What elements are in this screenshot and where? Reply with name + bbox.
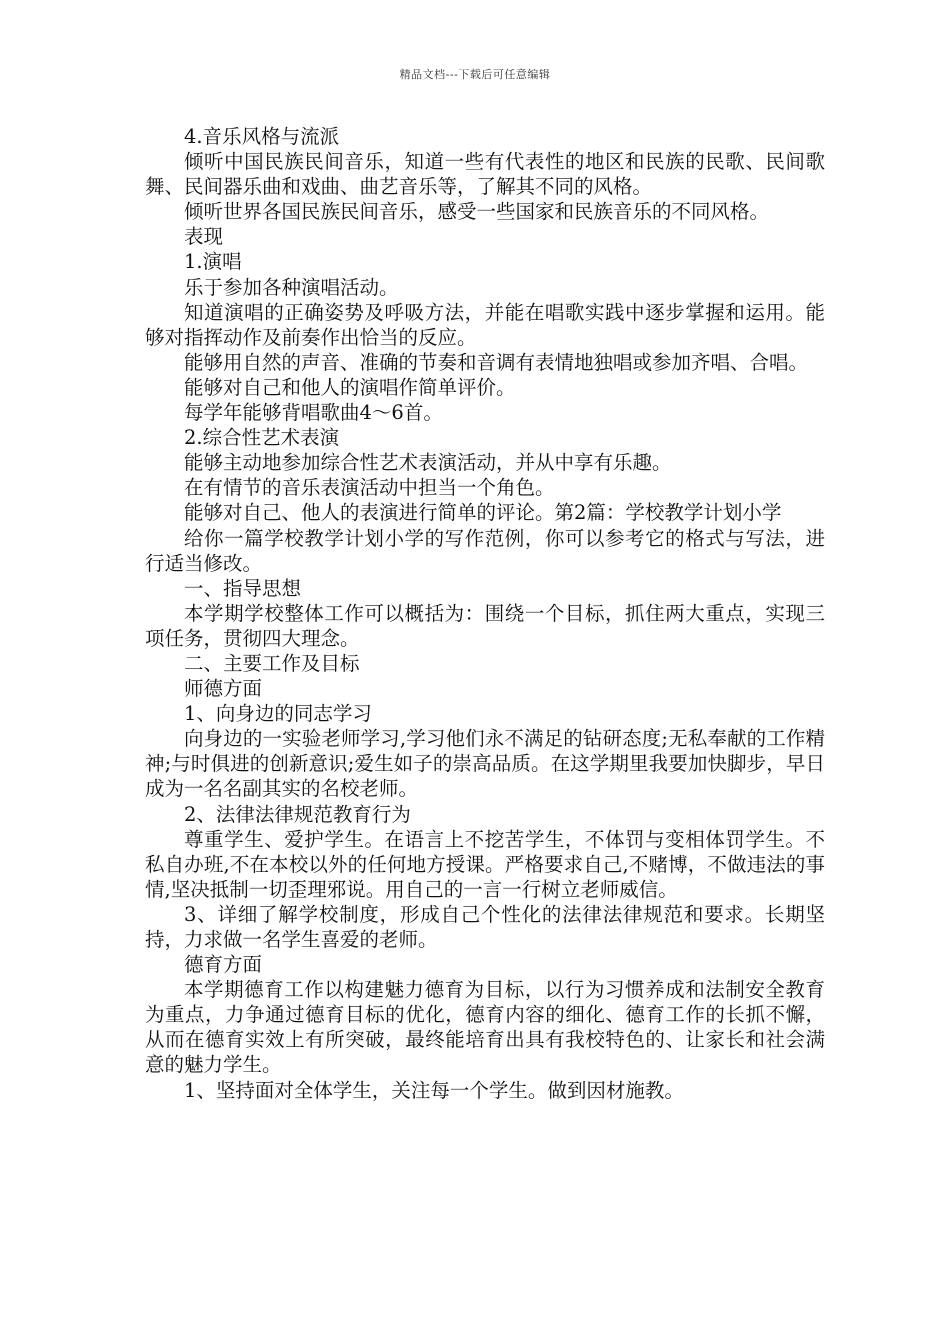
paragraph: 1、坚持面对全体学生，关注每一个学生。做到因材施教。 [184,1078,684,1102]
paragraph: 能够主动地参加综合性艺术表演活动，并从中享有乐趣。 [184,451,672,475]
paragraph: 3、详细了解学校制度，形成自己个性化的法律法律规范和要求。长期坚持，力求做一名学生喜爱的老师。 [145,902,825,951]
paragraph: 本学期学校整体工作可以概括为：围绕一个目标，抓住两大重点，实现三项任务，贯彻四大理念。 [145,601,825,650]
paragraph: 每学年能够背唱歌曲4～6首。 [184,401,443,425]
paragraph: 本学期德育工作以构建魅力德育为目标，以行为习惯养成和法制安全教育为重点，力争通过德育目标的优化，德育内容的细化、德育工作的长抓不懈，从而在德育实效上有所突破，最终能培育出具有我校特色的、让家长和社会满意的魅力学生。 [145,978,825,1077]
paragraph: 1、向身边的同志学习 [184,702,372,726]
paragraph: 在有情节的音乐表演活动中担当一个角色。 [184,476,555,500]
paragraph: 能够对自己和他人的演唱作简单评价。 [184,375,516,399]
paragraph: 尊重学生、爱护学生。在语言上不挖苦学生，不体罚与变相体罚学生。不私自办班,不在本校以外的任何地方授课。严格要求自己,不赌博，不做违法的事情,坚决抵制一切歪理邪说。用自己的一言一行树立老师威信。 [145,827,825,901]
paragraph: 4.音乐风格与流派 [184,125,340,148]
paragraph: 1.演唱 [184,250,242,274]
paragraph: 2、法律法律规范教育行为 [184,802,411,826]
section-heading: 表现 [184,225,224,249]
paragraph: 乐于参加各种演唱活动。 [184,275,399,299]
paragraph: 倾听中国民族民间音乐，知道一些有代表性的地区和民族的民歌、民间歌舞、民间器乐曲和戏曲、曲艺音乐等，了解其不同的风格。 [145,150,825,199]
paragraph: 2.综合性艺术表演 [184,426,340,450]
paragraph: 能够对自己、他人的表演进行简单的评论。第2篇：学校教学计划小学 [184,501,782,525]
paragraph: 知道演唱的正确姿势及呼吸方法，并能在唱歌实践中逐步掌握和运用。能够对指挥动作及前奏作出恰当的反应。 [145,300,825,349]
section-heading: 一、指导思想 [184,576,302,600]
page-header: 精品文档---下载后可任意编辑 [399,68,551,81]
section-heading: 德育方面 [184,953,263,977]
document-body [145,124,825,1103]
section-heading: 二、主要工作及目标 [184,651,360,675]
paragraph: 给你一篇学校教学计划小学的写作范例，你可以参考它的格式与写法，进行适当修改。 [145,526,825,575]
paragraph: 倾听世界各国民族民间音乐，感受一些国家和民族音乐的不同风格。 [184,200,770,224]
paragraph: 向身边的一实验老师学习,学习他们永不满足的钻研态度;无私奉献的工作精神;与时俱进的创新意识;爱生如子的崇高品质。在这学期里我要加快脚步，早日成为一名名副其实的名校老师。 [145,727,825,801]
section-heading: 师德方面 [184,677,263,701]
paragraph: 能够用自然的声音、准确的节奏和音调有表情地独唱或参加齐唱、合唱。 [184,350,809,374]
